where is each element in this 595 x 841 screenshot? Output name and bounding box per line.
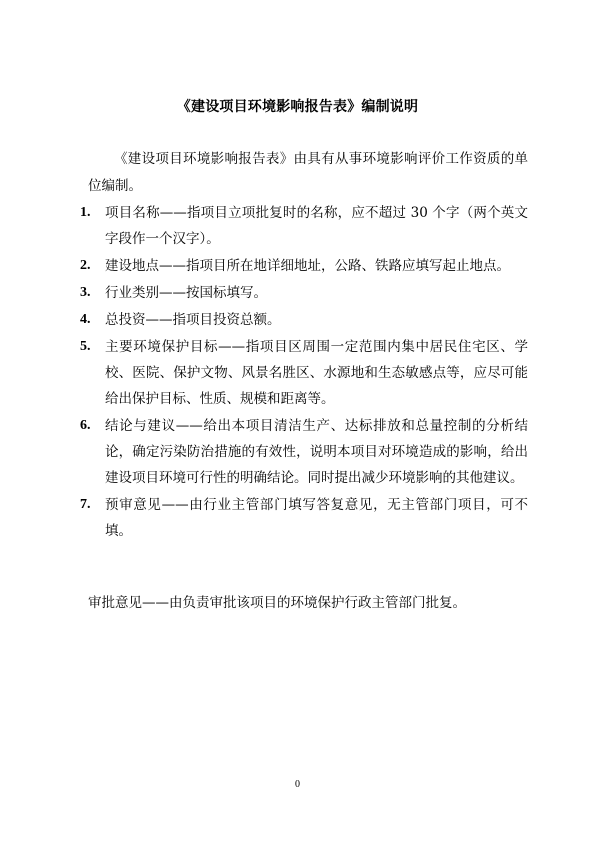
list-item-number: 6.	[80, 418, 91, 433]
list-item	[80, 200, 528, 252]
list-item-text: 结论与建议——给出本项目清洁生产、达标排放和总量控制的分析结论，确定污染防治措施的有效性，说明本项目对环境造成的影响，给出建设项目环境可行性的明确结论。同时提出减少环境影响的其他建议。	[105, 418, 528, 486]
list-item-number: 7.	[80, 497, 91, 512]
list-item-text: 主要环境保护目标——指项目区周围一定范围内集中居民住宅区、学校、医院、保护文物、风景名胜区、水源地和生态敏感点等，应尽可能给出保护目标、性质、规模和距离等。	[105, 339, 528, 407]
intro-paragraph: 《建设项目环境影响报告表》由具有从事环境影响评价工作资质的单位编制。	[88, 151, 528, 194]
list-item	[80, 492, 528, 544]
page-number: 0	[295, 779, 300, 790]
list-item-number: 1.	[80, 205, 91, 220]
list-item-number: 4.	[80, 312, 91, 327]
list-item-text: 预审意见——由行业主管部门填写答复意见，无主管部门项目，可不填。	[105, 497, 528, 539]
page-title: 《建设项目环境影响报告表》编制说明	[176, 99, 419, 115]
list-item	[80, 307, 528, 333]
list-item	[80, 253, 528, 279]
list-item	[80, 413, 528, 491]
instruction-list	[80, 200, 528, 545]
approval-paragraph: 审批意见——由负责审批该项目的环境保护行政主管部门批复。	[88, 595, 466, 611]
list-item-text: 项目名称——指项目立项批复时的名称，应不超过 30 个字（两个英文字段作一个汉字）。	[105, 205, 528, 247]
list-item-text: 建设地点——指项目所在地详细地址，公路、铁路应填写起止地点。	[105, 258, 510, 274]
list-item-number: 5.	[80, 339, 91, 354]
list-item	[80, 334, 528, 412]
list-item-text: 行业类别——按国标填写。	[105, 285, 267, 301]
list-item-text: 总投资——指项目投资总额。	[105, 312, 281, 328]
list-item-number: 2.	[80, 258, 91, 273]
list-item	[80, 280, 528, 306]
list-item-number: 3.	[80, 285, 91, 300]
